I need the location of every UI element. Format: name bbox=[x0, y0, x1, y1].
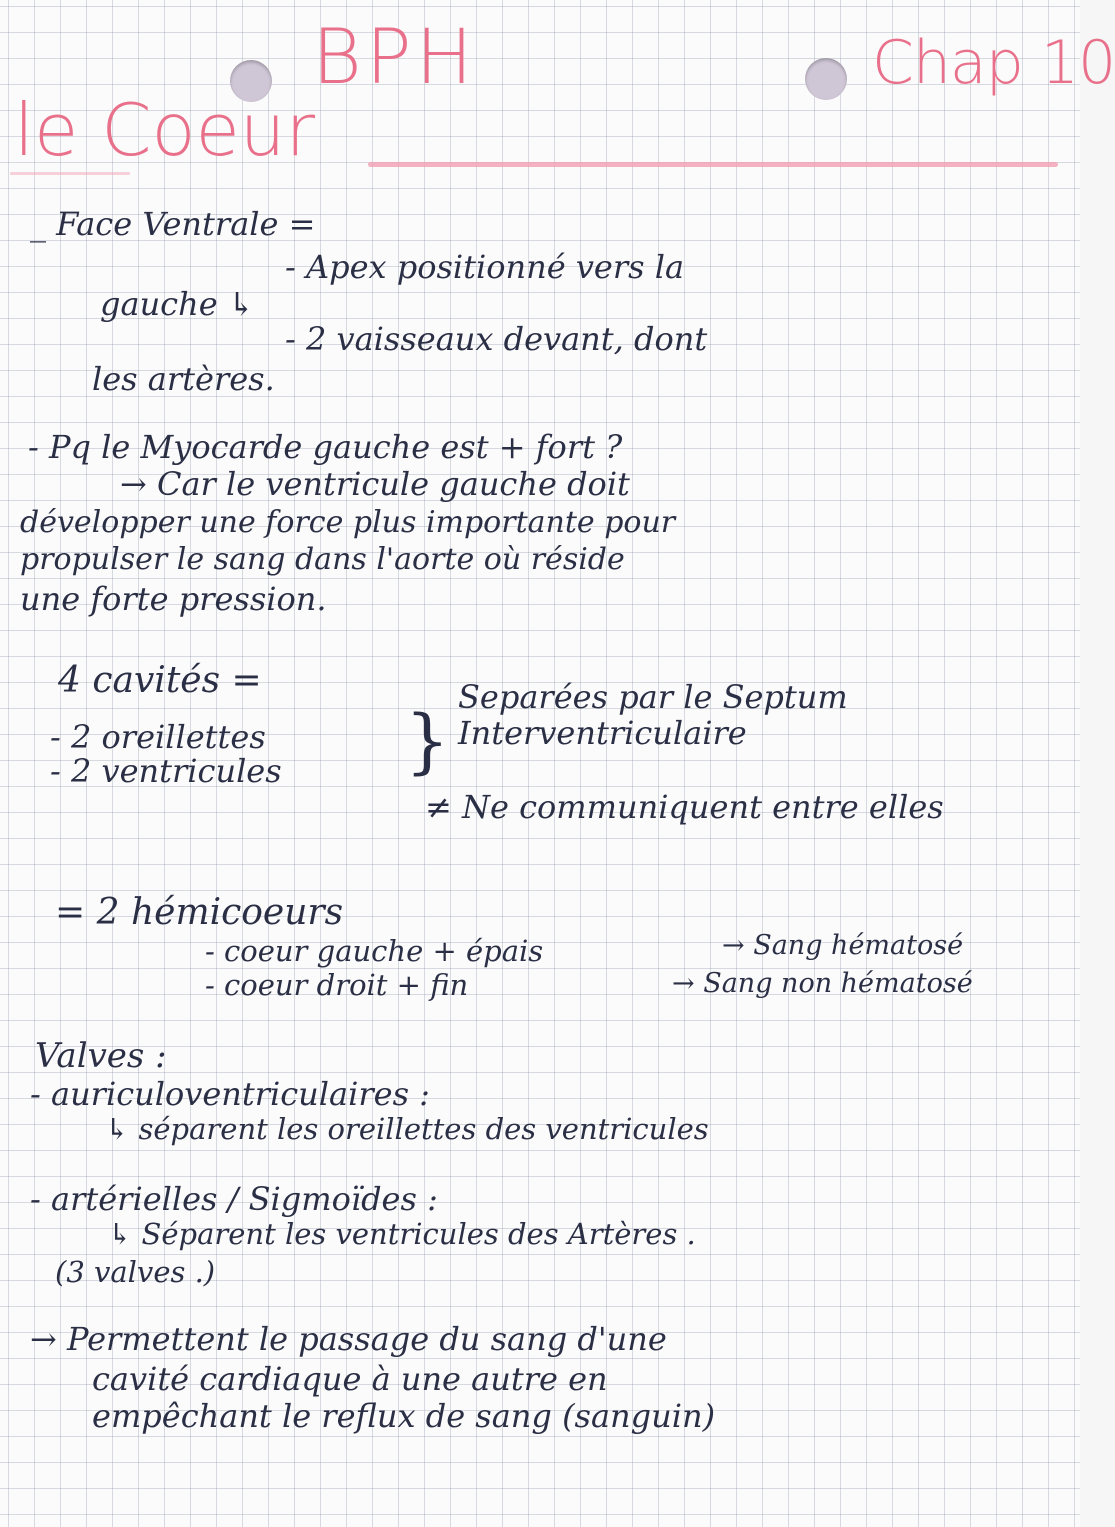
line-forte-pression: une forte pression. bbox=[20, 580, 327, 618]
line-coeur-gauche: - coeur gauche + épais bbox=[205, 934, 544, 968]
line-auriculoventriculaires: - auriculoventriculaires : bbox=[30, 1075, 430, 1113]
line-4-cavites: 4 cavités = bbox=[58, 660, 262, 701]
line-sang-hematose: → Sang hématosé bbox=[722, 930, 964, 961]
line-arterielles: - artérielles / Sigmoïdes : bbox=[30, 1180, 438, 1218]
line-separent-ventricules: ↳ Séparent les ventricules des Artères . bbox=[108, 1217, 696, 1251]
line-car-ventricule: → Car le ventricule gauche doit bbox=[120, 465, 630, 503]
subject-heading: BPH bbox=[312, 12, 477, 101]
brace-icon: } bbox=[405, 700, 450, 782]
line-question-myocarde: - Pq le Myocarde gauche est + fort ? bbox=[28, 428, 623, 466]
binder-hole bbox=[805, 58, 847, 100]
line-ventricules: - 2 ventricules bbox=[50, 752, 282, 790]
line-arteres: les artères. bbox=[92, 360, 275, 398]
line-3-valves: (3 valves .) bbox=[55, 1255, 216, 1289]
line-developper: développer une force plus importante pour bbox=[20, 505, 676, 540]
line-permettent: → Permettent le passage du sang d'une bbox=[30, 1320, 667, 1358]
line-separent-oreillettes: ↳ séparent les oreillettes des ventricules bbox=[105, 1112, 709, 1146]
line-interventriculaire: Interventriculaire bbox=[458, 714, 747, 752]
line-valves: Valves : bbox=[35, 1036, 167, 1076]
line-propulser: propulser le sang dans l'aorte où réside bbox=[20, 542, 625, 577]
line-apex: - Apex positionné vers la bbox=[285, 248, 685, 286]
line-coeur-droit: - coeur droit + fin bbox=[205, 968, 469, 1002]
line-hemicoeurs: = 2 hémicoeurs bbox=[55, 892, 344, 933]
line-gauche: gauche ↳ bbox=[100, 285, 255, 323]
line-vaisseaux: - 2 vaisseaux devant, dont bbox=[285, 320, 708, 358]
title-underline bbox=[368, 162, 1058, 167]
line-separees: Separées par le Septum bbox=[458, 678, 848, 716]
chapter-label: Chap 10 bbox=[872, 28, 1115, 98]
line-oreillettes: - 2 oreillettes bbox=[50, 718, 266, 756]
line-sang-non-hematose: → Sang non hématosé bbox=[672, 968, 973, 999]
title-underline-left bbox=[10, 172, 130, 175]
line-empechant: empêchant le reflux de sang (sanguin) bbox=[92, 1397, 716, 1435]
line-ne-communiquent: ≠ Ne communiquent entre elles bbox=[425, 788, 944, 826]
line-cavite-cardiaque: cavité cardiaque à une autre en bbox=[92, 1360, 608, 1398]
page-title: le Coeur bbox=[14, 88, 316, 172]
line-face-ventrale: _ Face Ventrale = bbox=[30, 205, 316, 243]
